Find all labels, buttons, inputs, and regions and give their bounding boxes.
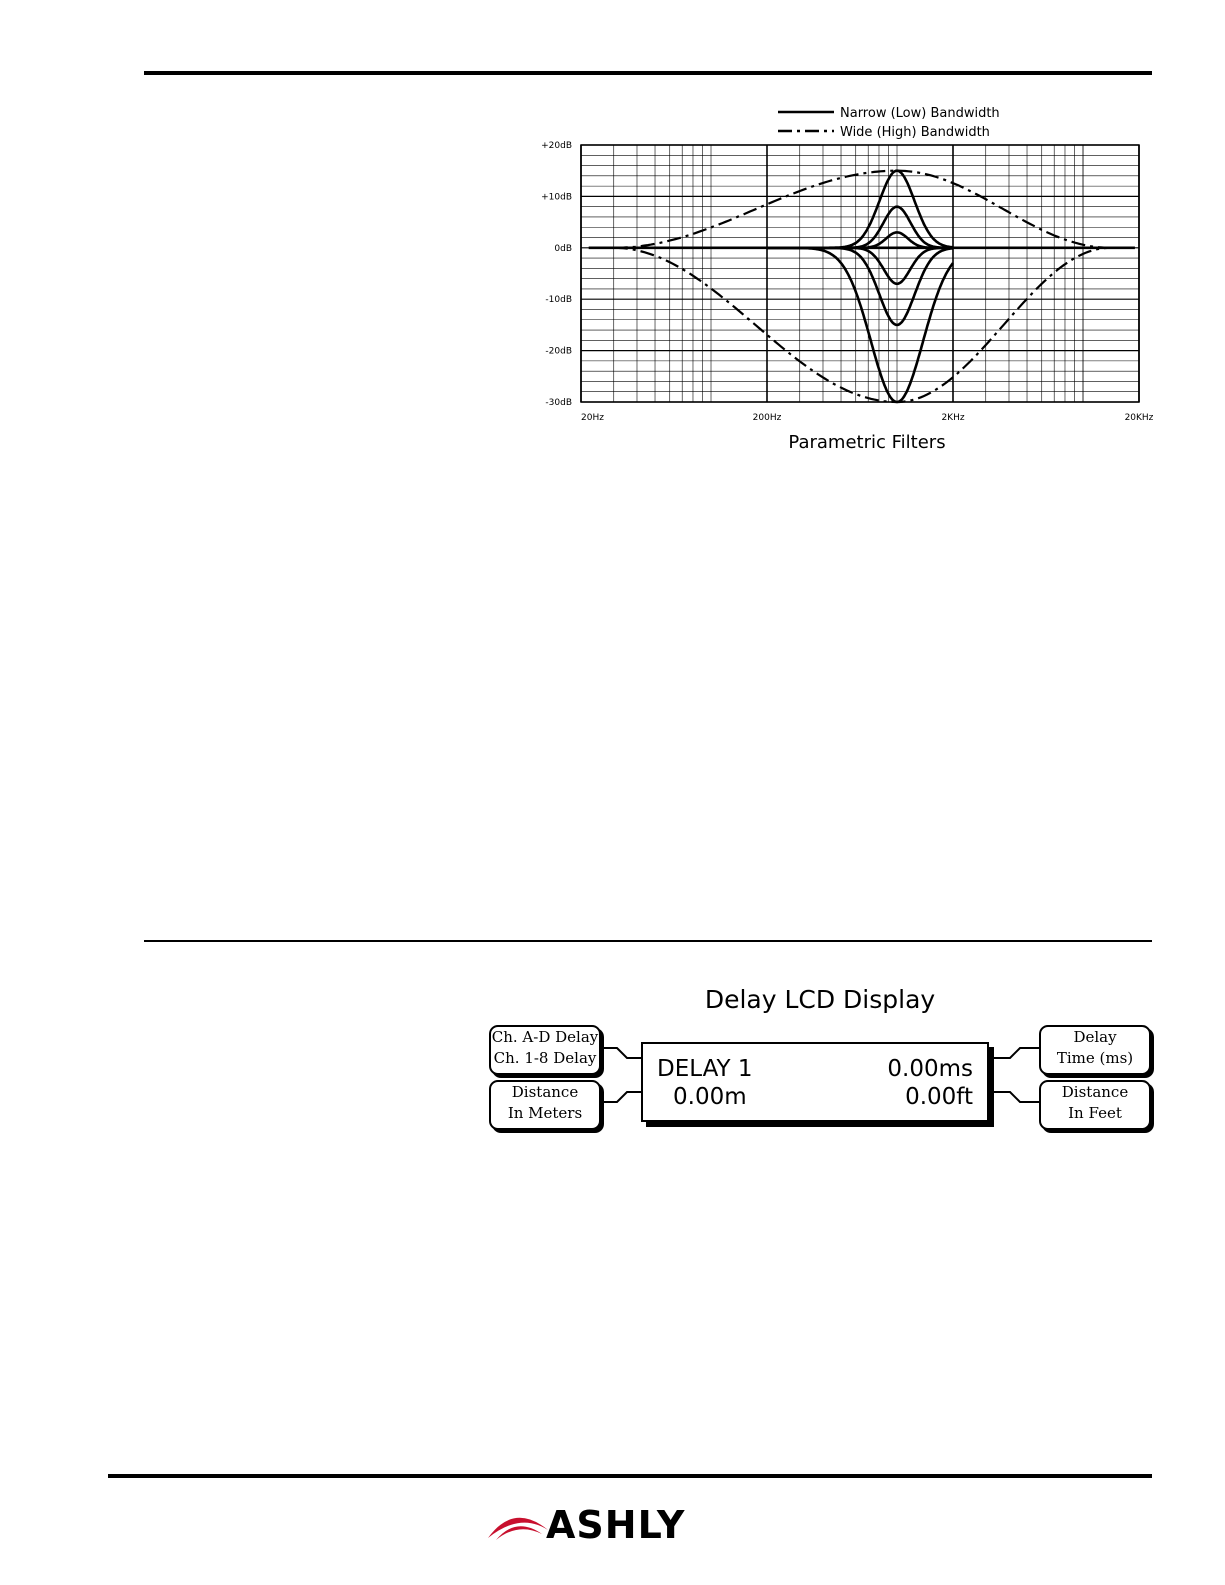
logo-wordmark: ASHLY (546, 1503, 686, 1547)
callout-feet-line2: In Feet (1068, 1104, 1122, 1122)
callout-channel-delay (489, 1025, 601, 1075)
x-tick-label: 200Hz (752, 413, 782, 423)
callout-meters-line2: In Meters (507, 1104, 583, 1122)
x-tick-label: 20KHz (1124, 413, 1154, 423)
chart-axis-labels (541, 141, 1154, 423)
callout-distance-meters (489, 1080, 601, 1130)
y-tick-label: 0dB (554, 243, 572, 254)
callout-feet-line1: Distance (1061, 1083, 1129, 1101)
y-tick-label: +20dB (541, 141, 572, 151)
lcd-distance-feet-value: 0.00ft (905, 1084, 973, 1110)
narrow-bandwidth-curve (767, 171, 953, 248)
wide-bandwidth-curve (614, 248, 1110, 402)
callout-channel-line2: Ch. 1-8 Delay (493, 1049, 597, 1067)
callout-delay-time-line1: Delay (1073, 1028, 1117, 1046)
narrow-bandwidth-curve (767, 248, 953, 325)
lcd-delay-time-value: 0.00ms (887, 1056, 973, 1082)
ashly-logo (486, 1500, 746, 1550)
legend-label: Narrow (Low) Bandwidth (840, 106, 1000, 121)
chart-grid (581, 145, 1139, 402)
x-tick-label: 2KHz (941, 413, 965, 423)
parametric-filters-chart (520, 100, 1170, 470)
footer-rule (108, 1474, 1152, 1478)
y-tick-label: -20dB (545, 346, 572, 357)
logo-swoosh-inner-icon (496, 1526, 542, 1540)
lcd-distance-meters-value: 0.00m (673, 1084, 747, 1110)
y-tick-label: +10dB (541, 192, 572, 203)
callout-channel-line1: Ch. A-D Delay (491, 1028, 599, 1046)
lcd-diagram-title: Delay LCD Display (704, 985, 936, 1014)
y-tick-label: -10dB (545, 295, 572, 306)
callout-distance-feet (1039, 1080, 1151, 1130)
chart-legend (778, 106, 1000, 140)
x-tick-label: 20Hz (581, 413, 604, 423)
chart-title: Parametric Filters (788, 432, 946, 453)
callout-delay-time (1039, 1025, 1151, 1075)
plot-frame (581, 145, 1139, 402)
callout-delay-time-line2: Time (ms) (1056, 1049, 1134, 1067)
callout-meters-line1: Distance (511, 1083, 579, 1101)
lcd-delay-label: DELAY 1 (657, 1056, 753, 1082)
top-rule (144, 71, 1152, 75)
section-rule (144, 940, 1152, 942)
delay-lcd-diagram (480, 985, 1160, 1145)
y-tick-label: -30dB (545, 398, 572, 408)
chart-curves (589, 171, 1135, 402)
lcd-screen (641, 1042, 989, 1122)
legend-label: Wide (High) Bandwidth (840, 125, 990, 140)
